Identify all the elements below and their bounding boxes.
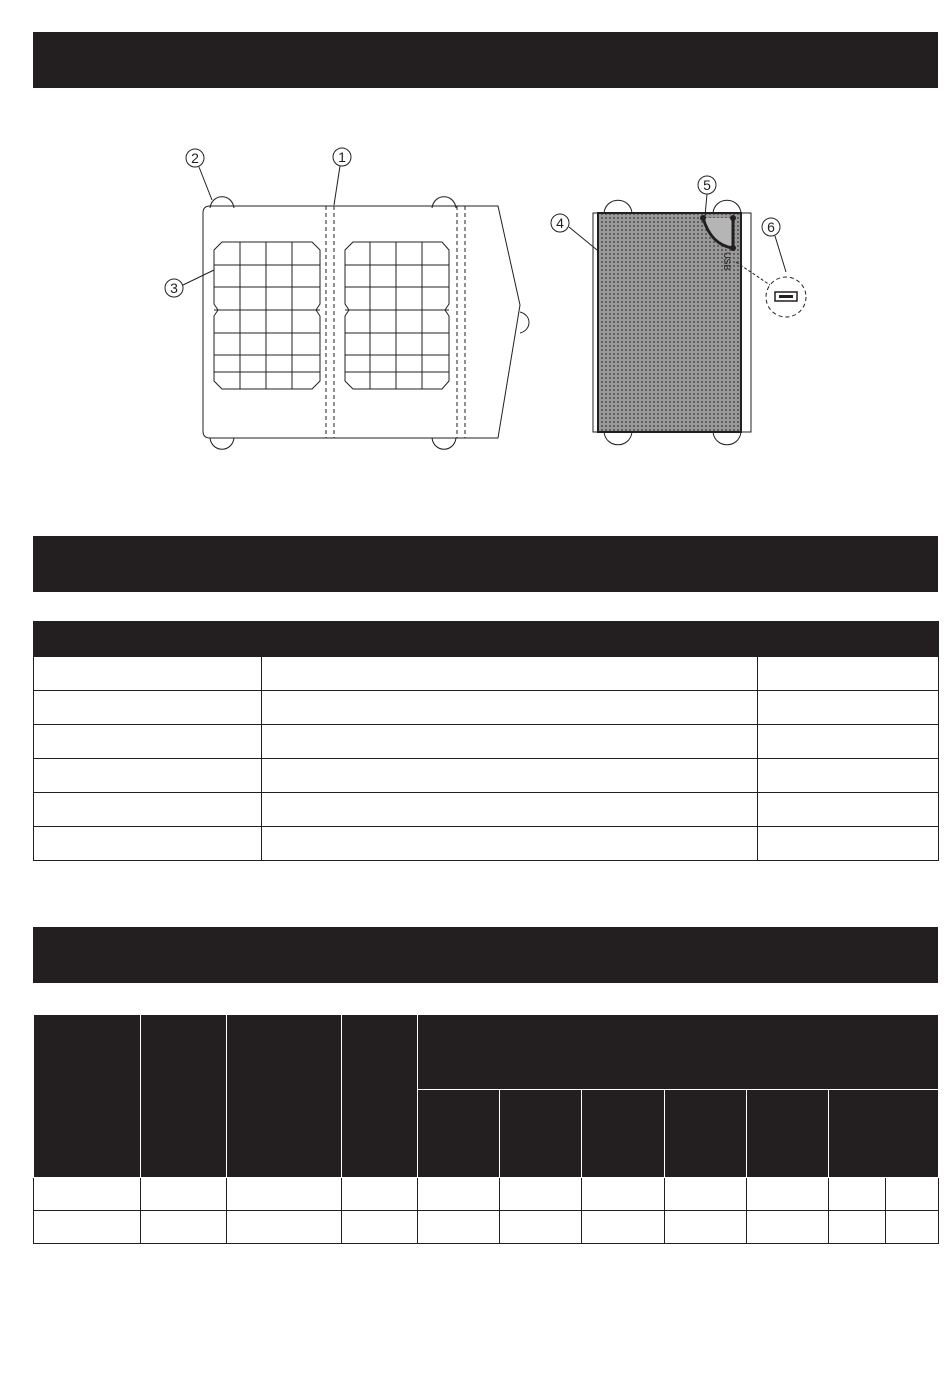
charging-header-cell [34,1015,141,1178]
table-cell [342,1178,418,1211]
charging-header-row [34,1015,939,1090]
table-cell [34,827,262,861]
callout-4 [551,214,597,250]
table-cell [342,1211,418,1244]
table-cell [747,1178,829,1211]
table-cell [34,725,262,759]
svg-text:3: 3 [170,280,178,296]
svg-text:4: 4 [556,215,564,231]
table-row [34,1178,939,1211]
usb-label: USB [722,252,732,271]
svg-text:6: 6 [767,219,775,235]
table-cell [886,1211,939,1244]
unfolded-panel [203,197,529,450]
callout-1 [333,148,351,205]
table-cell [758,759,939,793]
svg-text:5: 5 [703,177,711,193]
table-cell [665,1178,747,1211]
charging-table [33,1014,939,1244]
table-cell [418,1178,500,1211]
table-cell [665,1211,747,1244]
table-cell [262,759,758,793]
specs-header-cell [262,622,758,657]
callout-2 [186,149,212,200]
charging-header-cell [227,1015,342,1178]
table-cell [262,657,758,691]
table-cell [34,759,262,793]
table-row [34,759,939,793]
table-cell [500,1211,582,1244]
table-cell [758,725,939,759]
section-header-3 [33,927,938,983]
specs-table [33,621,939,861]
table-cell [262,725,758,759]
table-cell [262,793,758,827]
table-cell [758,793,939,827]
charging-subheader-cell [500,1090,582,1178]
table-cell [141,1211,227,1244]
charging-subheader-cell [418,1090,500,1178]
specs-header-row [34,622,939,657]
table-cell [418,1211,500,1244]
charging-header-cell [141,1015,227,1178]
callout-3 [165,270,214,297]
table-cell [34,691,262,725]
table-cell [141,1178,227,1211]
usb-port-detail [736,262,806,317]
table-cell [582,1178,665,1211]
table-row [34,827,939,861]
table-cell [758,657,939,691]
specs-header-cell [758,622,939,657]
charging-subheader-cell [747,1090,829,1178]
table-cell [886,1178,939,1211]
table-row [34,725,939,759]
charging-header-cell [418,1015,939,1090]
solar-cells-right [345,242,449,389]
table-row [34,691,939,725]
solar-cells-left [214,242,320,389]
callout-6 [762,218,786,272]
charging-subheader-cell [582,1090,665,1178]
table-cell [829,1211,886,1244]
table-cell [227,1178,342,1211]
section-header-2 [33,536,938,592]
table-cell [34,1178,141,1211]
specs-header-cell [34,622,262,657]
table-cell [758,691,939,725]
table-cell [227,1211,342,1244]
table-cell [34,657,262,691]
table-cell [262,827,758,861]
mesh-back-panel [598,213,741,432]
table-cell [500,1178,582,1211]
svg-text:1: 1 [338,149,346,165]
table-cell [758,827,939,861]
charging-subheader-cell [665,1090,747,1178]
table-cell [582,1211,665,1244]
table-row [34,1211,939,1244]
svg-text:2: 2 [191,150,199,166]
product-diagram [0,0,950,500]
table-cell [829,1178,886,1211]
table-cell [34,793,262,827]
charging-subheader-cell [829,1090,939,1178]
table-cell [262,691,758,725]
table-row [34,657,939,691]
table-row [34,793,939,827]
charging-header-cell [342,1015,418,1178]
table-cell [34,1211,141,1244]
table-cell [747,1211,829,1244]
